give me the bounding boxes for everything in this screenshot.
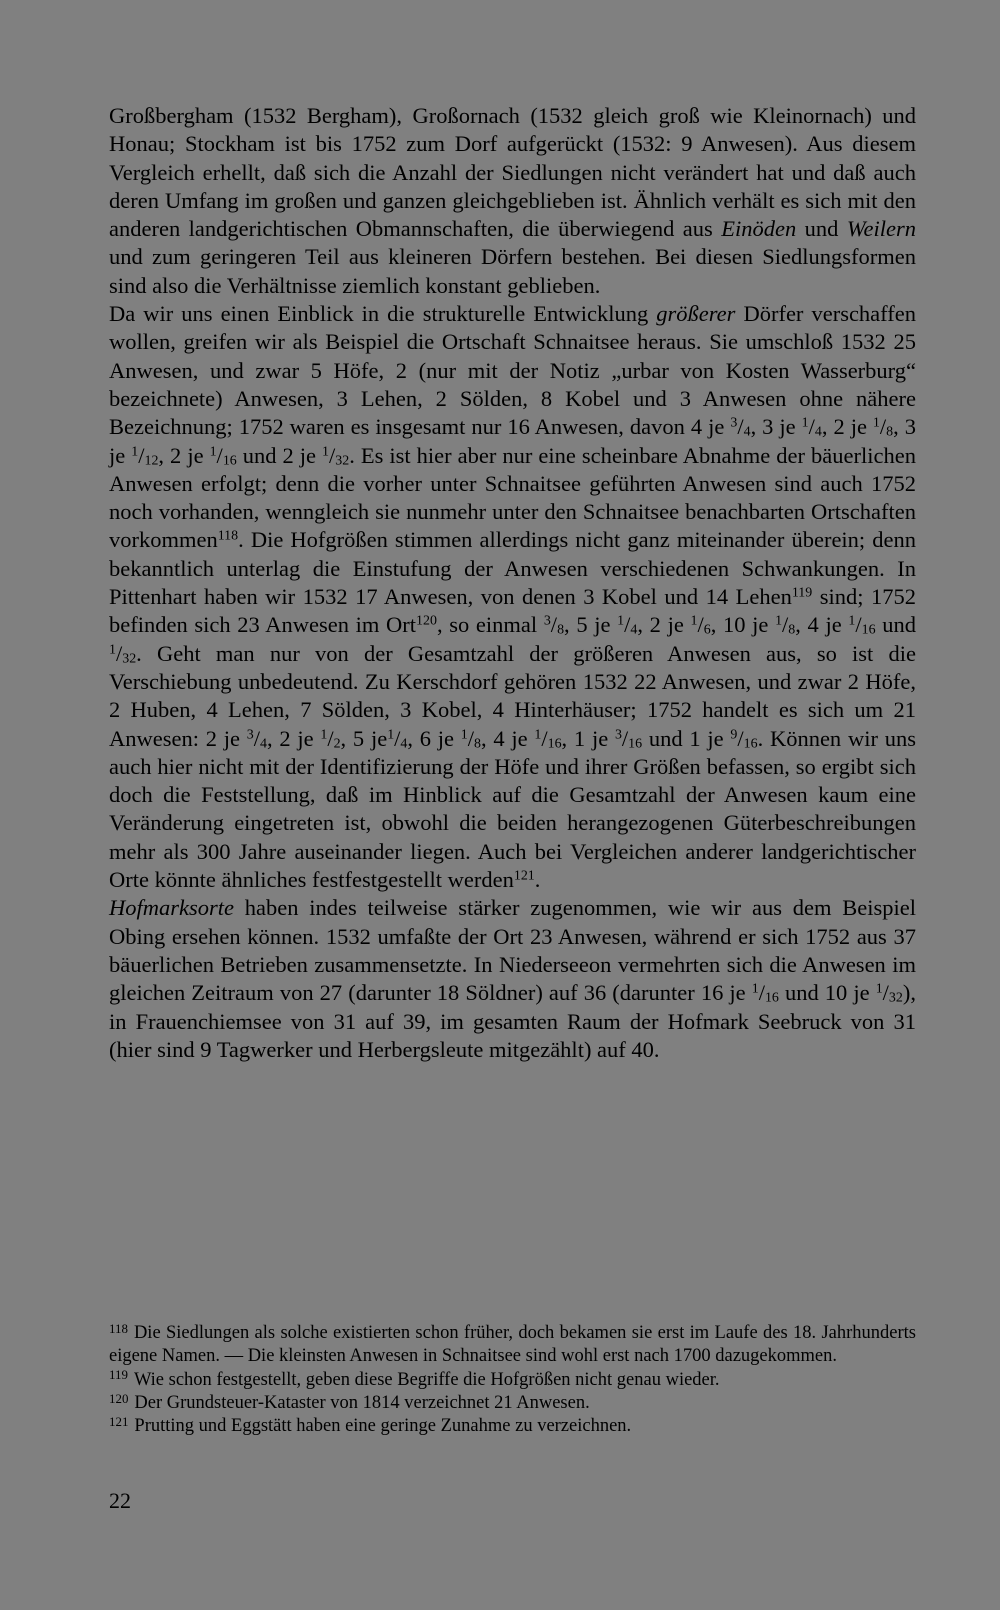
italic-term: größerer	[656, 301, 736, 327]
footnote-text: Wie schon festgestellt, geben diese Begriffe die Hofgrößen nicht genau wieder.	[133, 1369, 720, 1390]
subscript: 16	[628, 735, 643, 751]
text-run: /	[882, 980, 889, 1006]
superscript: 1	[109, 641, 116, 657]
text-run: und	[796, 216, 847, 242]
subscript: 8	[788, 622, 796, 638]
subscript: 4	[743, 424, 751, 440]
text-run: . Können wir uns auch hier nicht mit der Identifizierung der Höfe und ihrer Größen befassen, so ergibt sich doch die Feststellung, daß im Hinblick auf die Gesamtzahl der Anwesen kaum eine Veränderung eingetreten ist, obwohl die beiden herangezogenen Güterbeschreibungen mehr als 300 Jahre auseinander liegen. Auch bei Vergleichen anderer landgerichtischer Orte könnte ähnliches festfestgestellt werden	[109, 725, 916, 893]
text-run: , 5 je	[564, 612, 618, 638]
text-run: und 1 je	[642, 725, 731, 751]
text-run: und 10 je	[778, 980, 876, 1006]
text-run: /	[550, 612, 558, 638]
superscript: 1	[801, 415, 809, 431]
text-run: , 2 je	[266, 725, 321, 751]
text-run: /	[808, 414, 815, 440]
text-run: /	[467, 725, 475, 751]
subscript: 16	[222, 452, 237, 468]
text-run: , 6 je	[407, 725, 461, 751]
text-run: /	[115, 640, 123, 666]
subscript: 16	[547, 735, 562, 751]
italic-term: Einöden	[721, 216, 797, 242]
superscript: 1	[534, 726, 542, 742]
superscript: 1	[617, 613, 625, 629]
text-run: , 2 je	[637, 612, 691, 638]
text-run: , 1 je	[561, 725, 615, 751]
subscript: 16	[743, 735, 758, 751]
subscript: 32	[888, 990, 903, 1006]
subscript: 32	[122, 651, 137, 667]
text-run: /	[697, 612, 704, 638]
text-run: , 5 je	[340, 725, 388, 751]
text-run: /	[855, 612, 862, 638]
text-run: , so einmal	[436, 612, 544, 638]
superscript: 1	[751, 981, 759, 997]
superscript: 1	[775, 613, 783, 629]
footnote-text: Die Siedlungen als solche existierten schon früher, doch bekamen sie erst im Laufe des 18. Jahrhunderts eigene Namen. — Die kleinsten Anwesen in Schnaitsee sind wohl erst nach 1700 dazugekommen.	[109, 1323, 916, 1367]
superscript: 3	[246, 726, 254, 742]
text-run: ), in Frauenchiemsee von 31 auf 39, im gesamten Raum der Hofmark Seebruck von 31 (hier sind 9 Tagwerker und Herbergsleute mitgezählt) auf 40.	[109, 980, 916, 1062]
subscript: 4	[259, 735, 267, 751]
subscript: 4	[630, 622, 638, 638]
text-run: /	[758, 980, 765, 1006]
text-run: . Es ist hier aber nur eine scheinbare Abnahme der bäuerlichen Anwesen erfolgt; denn die vorher unter Schnaitsee geführten Anwesen sind auch 1752 noch vorhanden, wenngleich sie nunmehr unter den Schnaitsee benachbarten Ortschaften vorkommen	[109, 442, 916, 553]
superscript: 9	[730, 726, 738, 742]
text-run: und 2 je	[236, 442, 323, 468]
subscript: 8	[474, 735, 481, 751]
text-run: , 4 je	[480, 725, 535, 751]
superscript: 120	[416, 613, 437, 629]
paragraph	[109, 894, 916, 1064]
text-run: /	[621, 725, 629, 751]
text-run: /	[624, 612, 631, 638]
text-run: , 4 je	[795, 612, 849, 638]
text-run: . Die Hofgrößen stimmen allerdings nicht ganz miteinander überein; denn bekanntlich unterlag die Einstufung der Anwesen verschiedenen Schwankungen. In Pittenhart haben wir 1532 17 Anwesen, von denen 3 Kobel und 14 Lehen	[109, 527, 916, 610]
text-run: , 2 je	[158, 442, 210, 468]
paragraph	[109, 300, 916, 894]
footnote	[109, 1392, 916, 1415]
subscript: 16	[764, 990, 779, 1006]
text-run: , 2 je	[821, 414, 873, 440]
footnote	[109, 1415, 916, 1438]
text-run: /	[737, 725, 744, 751]
subscript: 4	[400, 735, 408, 751]
superscript: 1	[131, 443, 139, 459]
footnotes	[109, 1322, 916, 1438]
superscript: 1	[872, 415, 880, 431]
text-run: , 3 je	[109, 414, 916, 468]
subscript: 32	[335, 452, 350, 468]
footnote-text: Prutting und Eggstätt haben eine geringe Zunahme zu verzeichnen.	[134, 1416, 632, 1437]
footnote-number: 118	[109, 1320, 128, 1336]
text-run: Da wir uns einen Einblick in die strukturelle Entwicklung	[109, 301, 657, 327]
footnote-number: 119	[109, 1367, 128, 1383]
italic-term: Hofmarksorte	[109, 895, 234, 921]
footnote-number: 121	[109, 1414, 129, 1430]
italic-term: Weilern	[846, 216, 916, 242]
main-text	[109, 102, 916, 1064]
text-run: und	[875, 612, 916, 638]
superscript: 1	[875, 981, 883, 997]
superscript: 3	[614, 726, 622, 742]
text-run: sind; 1752 befinden sich 23 Anwesen im Ort	[109, 584, 916, 638]
text-run: , 3 je	[750, 414, 802, 440]
paragraph	[109, 102, 916, 300]
superscript: 3	[543, 613, 551, 629]
text-run: /	[216, 442, 223, 468]
text-run: . Geht man nur von der Gesamtzahl der größeren Anwesen aus, so ist die Verschiebung unbedeutend. Zu Kerschdorf gehören 1532 22 Anwesen, und zwar 2 Höfe, 2 Huben, 4 Lehen, 7 Sölden, 3 Kobel, 4 Hinterhäuser; 1752 handelt es sich um 21 Anwesen: 2 je	[109, 640, 916, 751]
page-number: 22	[109, 1488, 131, 1513]
superscript: 1	[690, 613, 698, 629]
superscript: 121	[513, 868, 535, 884]
text-run: /	[737, 414, 744, 440]
text-run: .	[534, 867, 541, 893]
text-run: Dörfer verschaffen wollen, greifen wir als Beispiel die Ortschaft Schnaitsee heraus. Sie umschloß 1532 25 Anwesen, und zwar 5 Höfe, 2 (nur mit der Notiz „urbar von Kosten Wasserburg“ bezeichnete) Anwesen, 3 Lehen, 2 Sölden, 8 Kobel und 3 Anwesen ohne nähere Bezeichnung; 1752 waren es insgesamt nur 16 Anwesen, davon 4 je	[109, 301, 916, 440]
text-run: /	[394, 725, 401, 751]
text-run: , 10 je	[710, 612, 776, 638]
superscript: 1	[848, 613, 856, 629]
text-run: und zum geringeren Teil aus kleineren Dörfern bestehen. Bei diesen Siedlungsformen sind also die Verhältnisse ziemlich konstant geblieben.	[109, 244, 916, 298]
footnote-number: 120	[109, 1390, 129, 1406]
subscript: 8	[886, 424, 894, 440]
text-run: /	[138, 442, 145, 468]
footnote	[109, 1322, 916, 1369]
footnote	[109, 1369, 916, 1392]
text-run: /	[782, 612, 789, 638]
superscript: 1	[320, 726, 328, 742]
subscript: 2	[333, 735, 341, 751]
superscript: 118	[217, 528, 239, 544]
subscript: 6	[703, 622, 711, 638]
text-run: haben indes teilweise stärker zugenommen, wie wir aus dem Beispiel Obing ersehen können. 1532 umfaßte der Ort 23 Anwesen, während er sich 1752 aus 37 bäuerlichen Betrieben zusammensetzte. In Niederseeon vermehrten sich die Anwesen im gleichen Zeitraum von 27 (darunter 18 Söldner) auf 36 (darunter 16 je	[109, 895, 916, 1006]
superscript: 1	[322, 443, 330, 459]
superscript: 1	[460, 726, 468, 742]
subscript: 16	[861, 622, 876, 638]
superscript: 119	[791, 585, 813, 601]
text-run: /	[253, 725, 260, 751]
superscript: 1	[209, 443, 217, 459]
text-run: /	[541, 725, 548, 751]
footnote-text: Der Grundsteuer-Kataster von 1814 verzeichnet 21 Anwesen.	[134, 1392, 590, 1413]
text-run: /	[879, 414, 887, 440]
superscript: 1	[387, 726, 395, 742]
subscript: 8	[557, 622, 565, 638]
text-run: /	[327, 725, 334, 751]
text-run: Großbergham (1532 Bergham), Großornach (1532 gleich groß wie Kleinornach) und Honau; Stockham ist bis 1752 zum Dorf aufgerückt (1532: 9 Anwesen). Aus diesem Vergleich erhellt, daß sich die Anzahl der Siedlungen nicht verändert hat und daß auch deren Umfang im großen und ganzen gleichgeblieben ist. Ähnlich verhält es sich mit den anderen landgerichtischen Obmannschaften, die überwiegend aus	[109, 103, 916, 242]
subscript: 12	[144, 452, 159, 468]
text-run: /	[329, 442, 336, 468]
subscript: 4	[814, 424, 822, 440]
superscript: 3	[730, 415, 738, 431]
